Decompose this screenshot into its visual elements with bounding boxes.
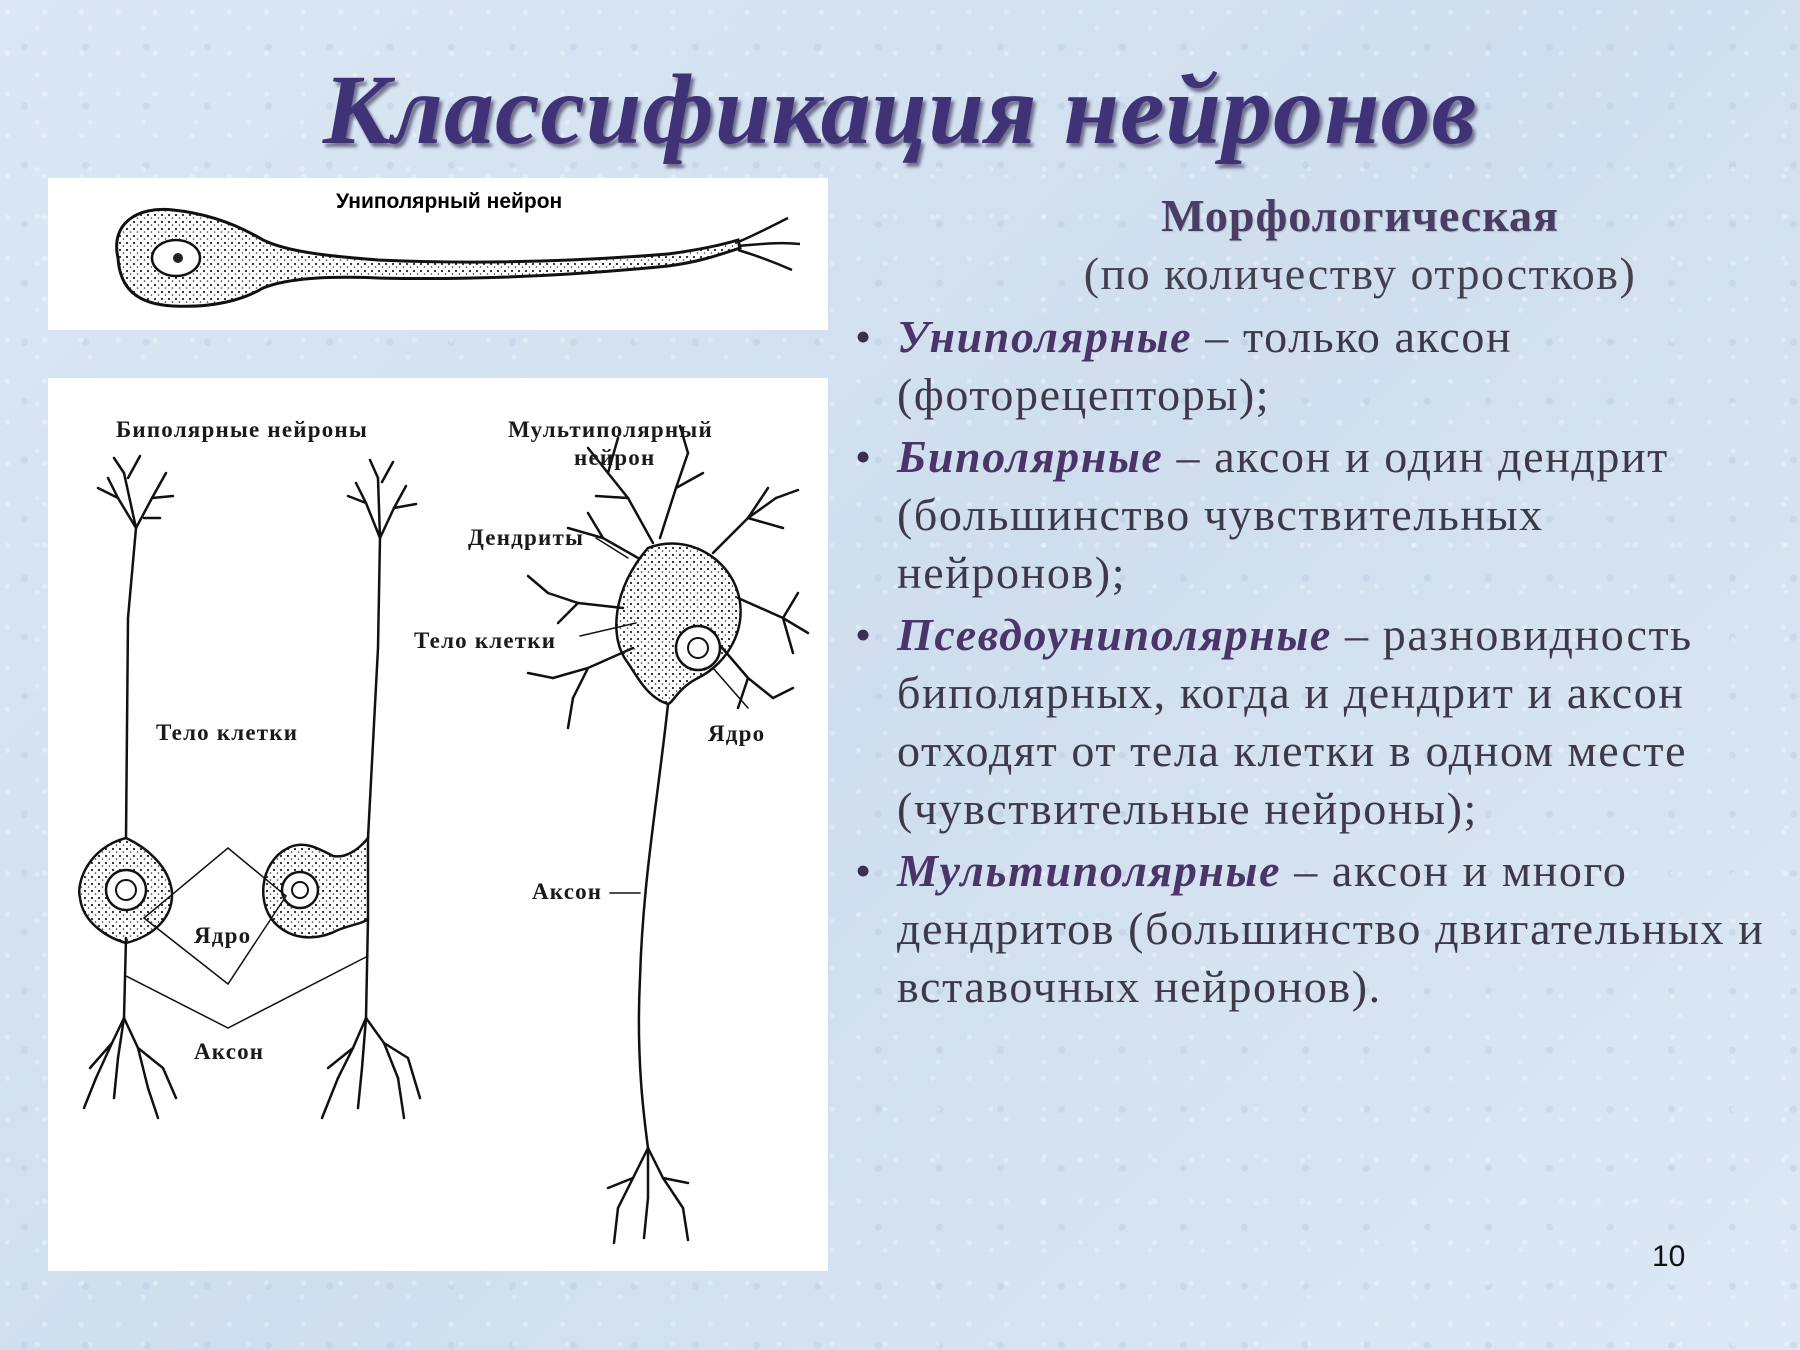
multipolar-caption-line1: Мультиполярный — [508, 417, 713, 442]
label-axon-bi: Аксон — [194, 1039, 265, 1064]
list-item: • Мультиполярные – аксон и много дендритов (большинство двигательных и вставочных нейронов). — [855, 845, 1765, 1012]
list-item: • Биполярные – аксон и один дендрит (большинство чувствительных нейронов); — [855, 431, 1669, 598]
neuron-type-list — [855, 308, 1765, 1016]
label-cell-body-bi: Тело клетки — [156, 720, 299, 745]
label-dendrites: Дендриты — [468, 525, 585, 550]
label-axon-multi: Аксон — [532, 879, 603, 904]
list-item: • Псевдоуниполярные – разновидность биполярных, когда и дендрит и аксон отходят от тела клетки в одном месте (чувствительные нейроны); — [855, 609, 1693, 834]
label-cell-body-multi: Тело клетки — [414, 628, 557, 653]
unipolar-neuron-figure — [48, 178, 828, 330]
bipolar-neuron-1 — [84, 456, 176, 1118]
section-subheading: (по количеству отростков) — [1083, 248, 1637, 299]
bipolar-multipolar-figure — [48, 378, 828, 1271]
page-number: 10 — [1652, 1240, 1686, 1273]
label-nucleus-multi: Ядро — [708, 721, 766, 746]
slide-title: Классификация нейронов — [322, 54, 1478, 165]
term-multipolar: Мультиполярные — [897, 845, 1282, 896]
term-bipolar: Биполярные — [897, 431, 1164, 482]
bipolar-neuron-2 — [322, 460, 420, 1118]
term-unipolar: Униполярные — [897, 311, 1193, 362]
section-heading: Морфологическая — [1161, 190, 1559, 241]
neuron-drawings — [48, 378, 828, 1271]
classification-text — [855, 188, 1765, 1016]
term-pseudounipolar: Псевдоуниполярные — [897, 609, 1332, 660]
list-item: • Униполярные – только аксон (фоторецепторы); — [855, 311, 1513, 420]
unipolar-caption: Униполярный нейрон — [336, 190, 563, 213]
bipolar-caption: Биполярные нейроны — [116, 417, 369, 442]
multipolar-caption-line2: нейрон — [574, 445, 656, 470]
label-nucleus-bi: Ядро — [194, 923, 252, 948]
